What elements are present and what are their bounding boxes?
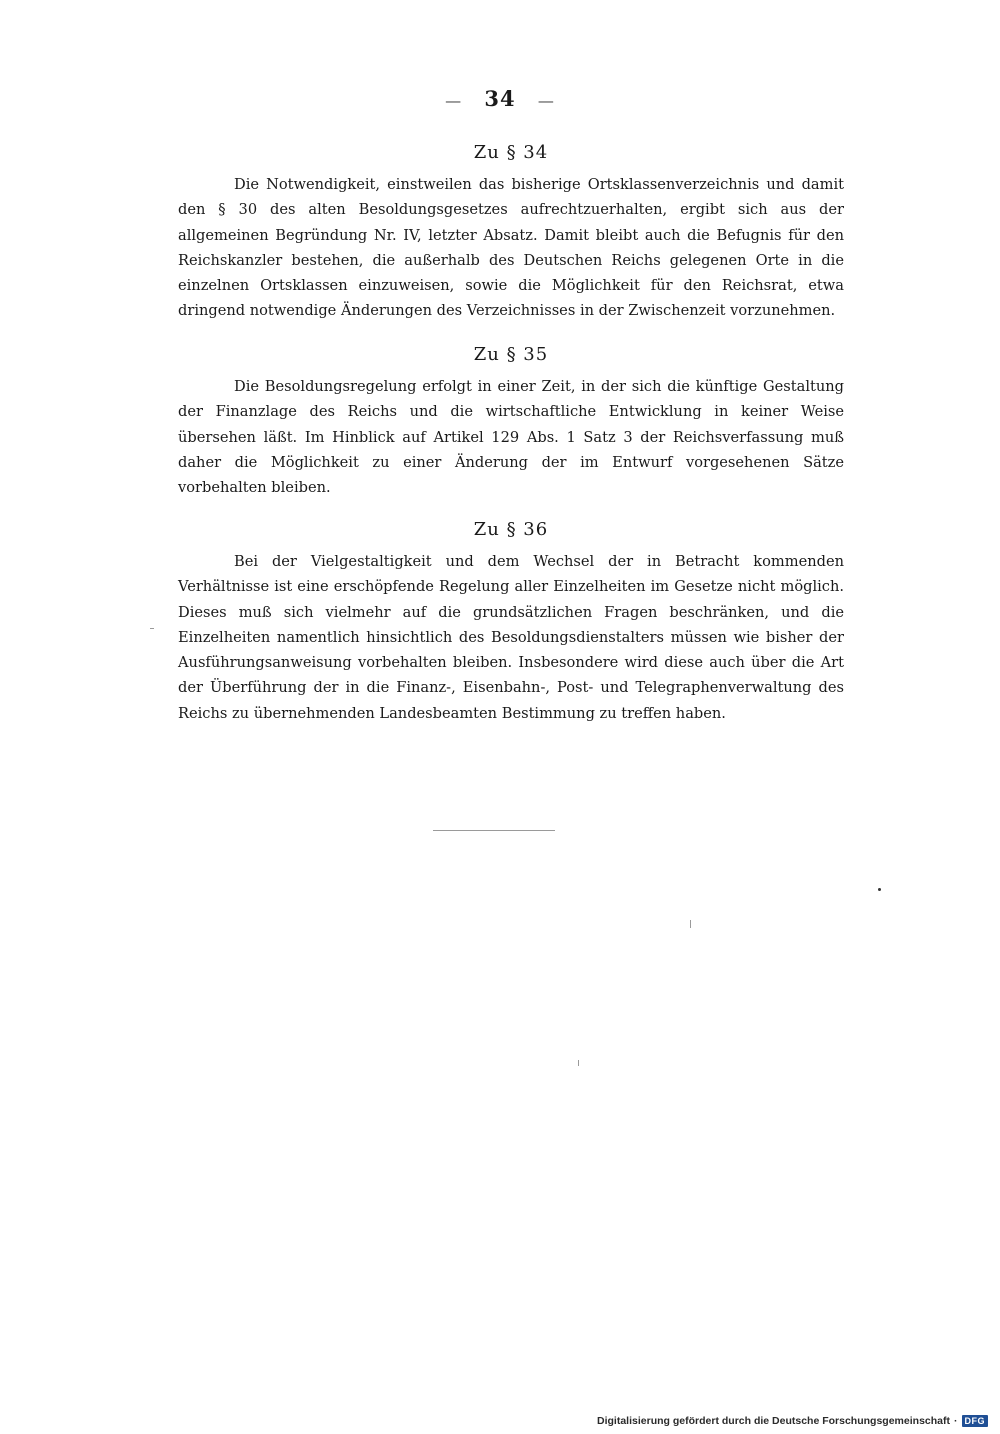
page-number-value: 34 [484, 86, 516, 111]
section-heading: Zu § 36 [473, 519, 549, 540]
section-heading: Zu § 35 [473, 344, 549, 365]
credit-separator: · [954, 1415, 958, 1427]
scan-artifact-tick [150, 628, 154, 629]
section-35 [178, 342, 844, 500]
section-36 [178, 517, 844, 726]
page-number [0, 86, 1000, 111]
section-paragraph: Die Notwendigkeit, einstweilen das bisherige Ortsklassenverzeichnis und damit den § 30 des alten Besoldungsgesetzes aufrechtzuerhalten, ergibt sich aus der allgemeinen Begründung Nr. IV, letzter Absatz. Damit bleibt auch die Befugnis für den Reichskanzler bestehen, die außerhalb des Deutschen Reichs gelegenen Orte in die einzelnen Ortsklassen einzuweisen, sowie die Möglichkeit für den Reichsrat, etwa dringend notwendige Änderungen des Verzeichnisses in der Zwischenzeit vorzunehmen. [178, 176, 844, 320]
page-number-dash-left: — [445, 91, 463, 110]
digitization-credit [597, 1415, 988, 1427]
scan-artifact-dot [878, 888, 881, 891]
scan-artifact-tick [578, 1060, 579, 1066]
scan-artifact-tick [690, 920, 691, 928]
credit-text: Digitalisierung gefördert durch die Deutsche Forschungsgemeinschaft [597, 1415, 950, 1427]
page-number-dash-right: — [537, 91, 555, 110]
section-paragraph: Bei der Vielgestaltigkeit und dem Wechsel der in Betracht kommenden Verhältnisse ist eine erschöpfende Regelung aller Einzelheiten im Gesetze nicht möglich. Dieses muß sich vielmehr auf die grundsätzlichen Fragen beschränken, und die Einzelheiten namentlich hinsichtlich des Besoldungsdienstalters müssen wie bisher der Ausführungsanweisung vorbehalten bleiben. Insbesondere wird diese auch über die Art der Überführung der in die Finanz-, Eisenbahn-, Post- und Telegraphenverwaltung des Reichs zu übernehmenden Landesbeamten Bestimmung zu treffen haben. [178, 553, 844, 722]
section-heading: Zu § 34 [473, 142, 549, 163]
dfg-logo: DFG [962, 1415, 989, 1427]
section-34 [178, 140, 844, 324]
scan-artifact-line [433, 830, 555, 831]
section-paragraph: Die Besoldungsregelung erfolgt in einer Zeit, in der sich die künftige Gestaltung der Finanzlage des Reichs und die wirtschaftliche Entwicklung in keiner Weise übersehen läßt. Im Hinblick auf Artikel 129 Abs. 1 Satz 3 der Reichsverfassung muß daher die Möglichkeit zu einer Änderung der im Entwurf vorgesehenen Sätze vorbehalten bleiben. [178, 378, 844, 497]
